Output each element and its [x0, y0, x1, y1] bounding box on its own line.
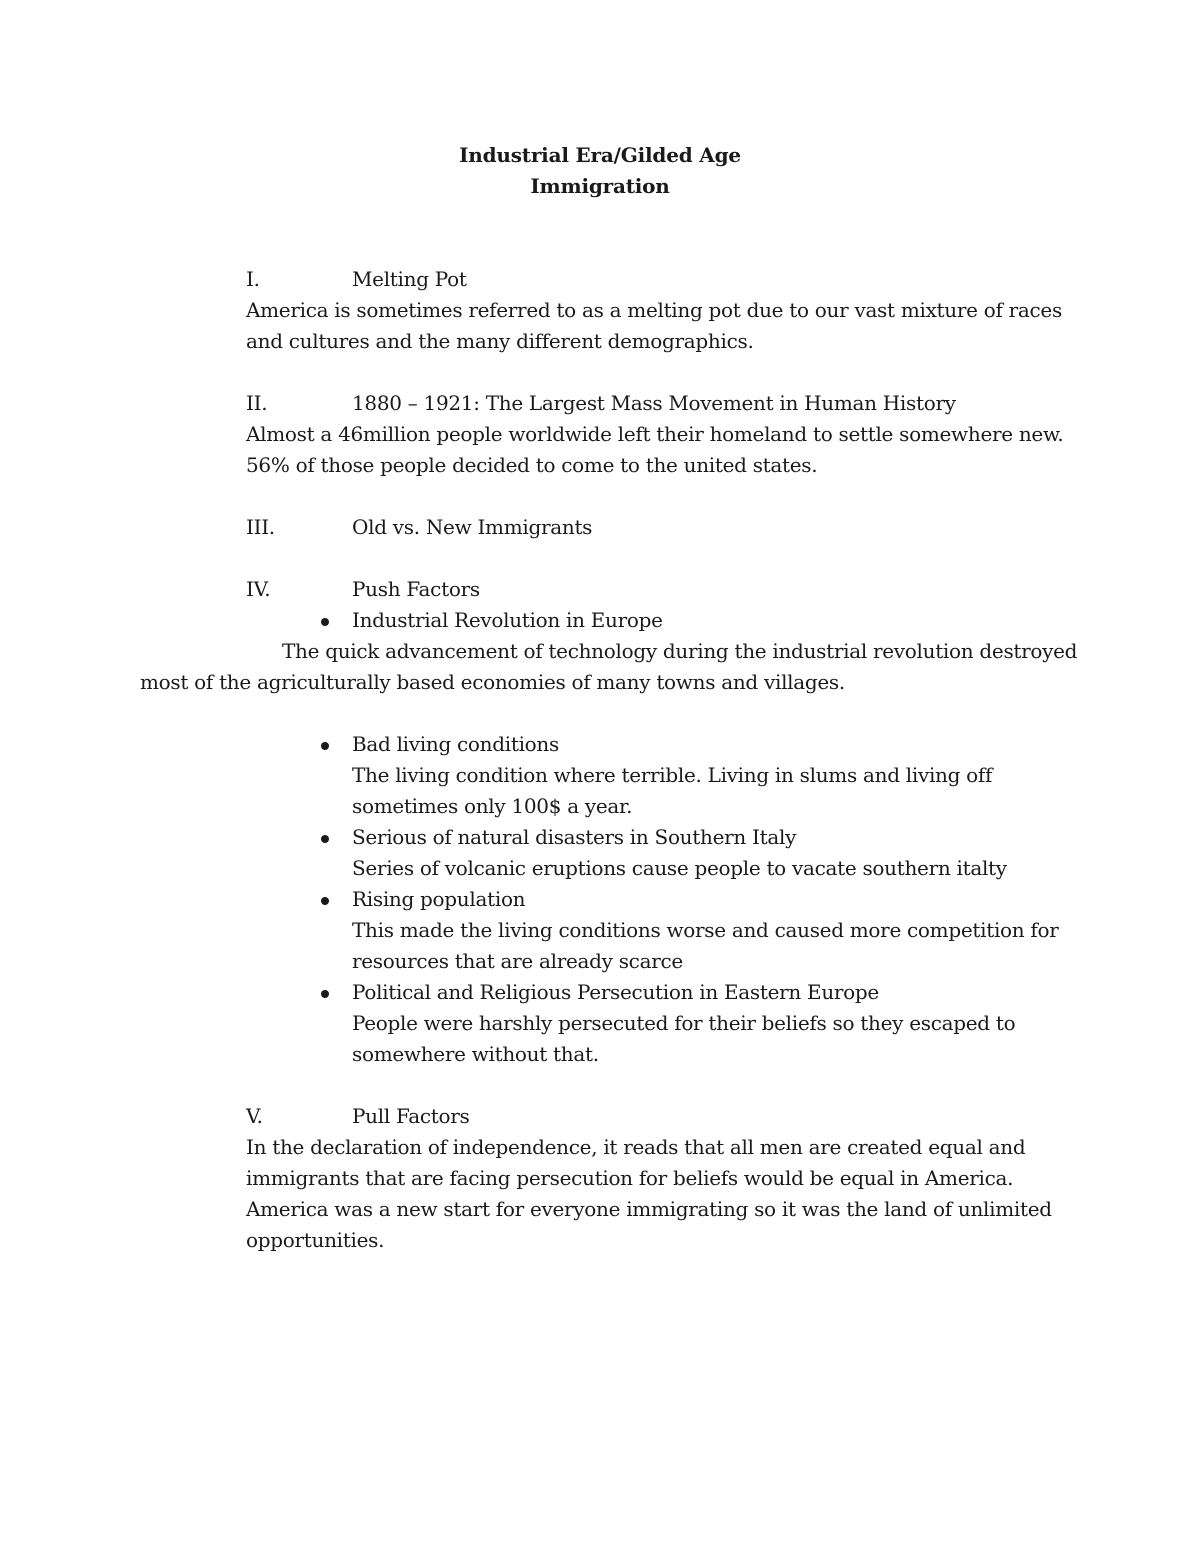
- section-body-line: Almost a 46million people worldwide left their homeland to settle somewhere new.: [246, 422, 1064, 446]
- section-numeral: V.: [246, 1104, 263, 1128]
- bullet-label: Political and Religious Persecution in Eastern Europe: [352, 980, 879, 1004]
- bullet-text-line: The living condition where terrible. Living in slums and living off: [352, 763, 993, 787]
- bullet-text-line: The quick advancement of technology during the industrial revolution destroyed: [282, 639, 1078, 663]
- section-numeral: II.: [246, 391, 268, 415]
- section-body-line: America is sometimes referred to as a melting pot due to our vast mixture of races: [246, 298, 1062, 322]
- bullet-label: Bad living conditions: [352, 732, 559, 756]
- bullet-text-line: resources that are already scarce: [352, 949, 683, 973]
- section-numeral: III.: [246, 515, 275, 539]
- bullet-text-line: Series of volcanic eruptions cause people to vacate southern italty: [352, 856, 1007, 880]
- section-numeral: I.: [246, 267, 260, 291]
- bullet-icon: [321, 618, 329, 626]
- bullet-text-line: most of the agriculturally based economies of many towns and villages.: [140, 670, 845, 694]
- document-subtitle: Immigration: [530, 174, 670, 198]
- document-title: Industrial Era/Gilded Age: [459, 143, 741, 167]
- bullet-icon: [321, 742, 329, 750]
- bullet-icon: [321, 835, 329, 843]
- section-heading: Pull Factors: [352, 1104, 470, 1128]
- section-numeral: IV.: [246, 577, 271, 601]
- section-body-line: 56% of those people decided to come to the united states.: [246, 453, 818, 477]
- section-body-line: America was a new start for everyone immigrating so it was the land of unlimited: [246, 1197, 1052, 1221]
- section-heading: Old vs. New Immigrants: [352, 515, 593, 539]
- section-heading: 1880 – 1921: The Largest Mass Movement in Human History: [352, 391, 956, 415]
- bullet-text-line: somewhere without that.: [352, 1042, 599, 1066]
- bullet-text-line: sometimes only 100$ a year.: [352, 794, 633, 818]
- bullet-icon: [321, 990, 329, 998]
- section-heading: Melting Pot: [352, 267, 467, 291]
- bullet-label: Rising population: [352, 887, 526, 911]
- bullet-icon: [321, 897, 329, 905]
- bullet-text-line: This made the living conditions worse and caused more competition for: [352, 918, 1059, 942]
- bullet-label: Serious of natural disasters in Southern Italy: [352, 825, 797, 849]
- section-body-line: immigrants that are facing persecution for beliefs would be equal in America.: [246, 1166, 1014, 1190]
- bullet-label: Industrial Revolution in Europe: [352, 608, 663, 632]
- section-body-line: opportunities.: [246, 1228, 385, 1252]
- section-body-line: and cultures and the many different demographics.: [246, 329, 754, 353]
- bullet-text-line: People were harshly persecuted for their beliefs so they escaped to: [352, 1011, 1016, 1035]
- section-body-line: In the declaration of independence, it reads that all men are created equal and: [246, 1135, 1026, 1159]
- section-heading: Push Factors: [352, 577, 480, 601]
